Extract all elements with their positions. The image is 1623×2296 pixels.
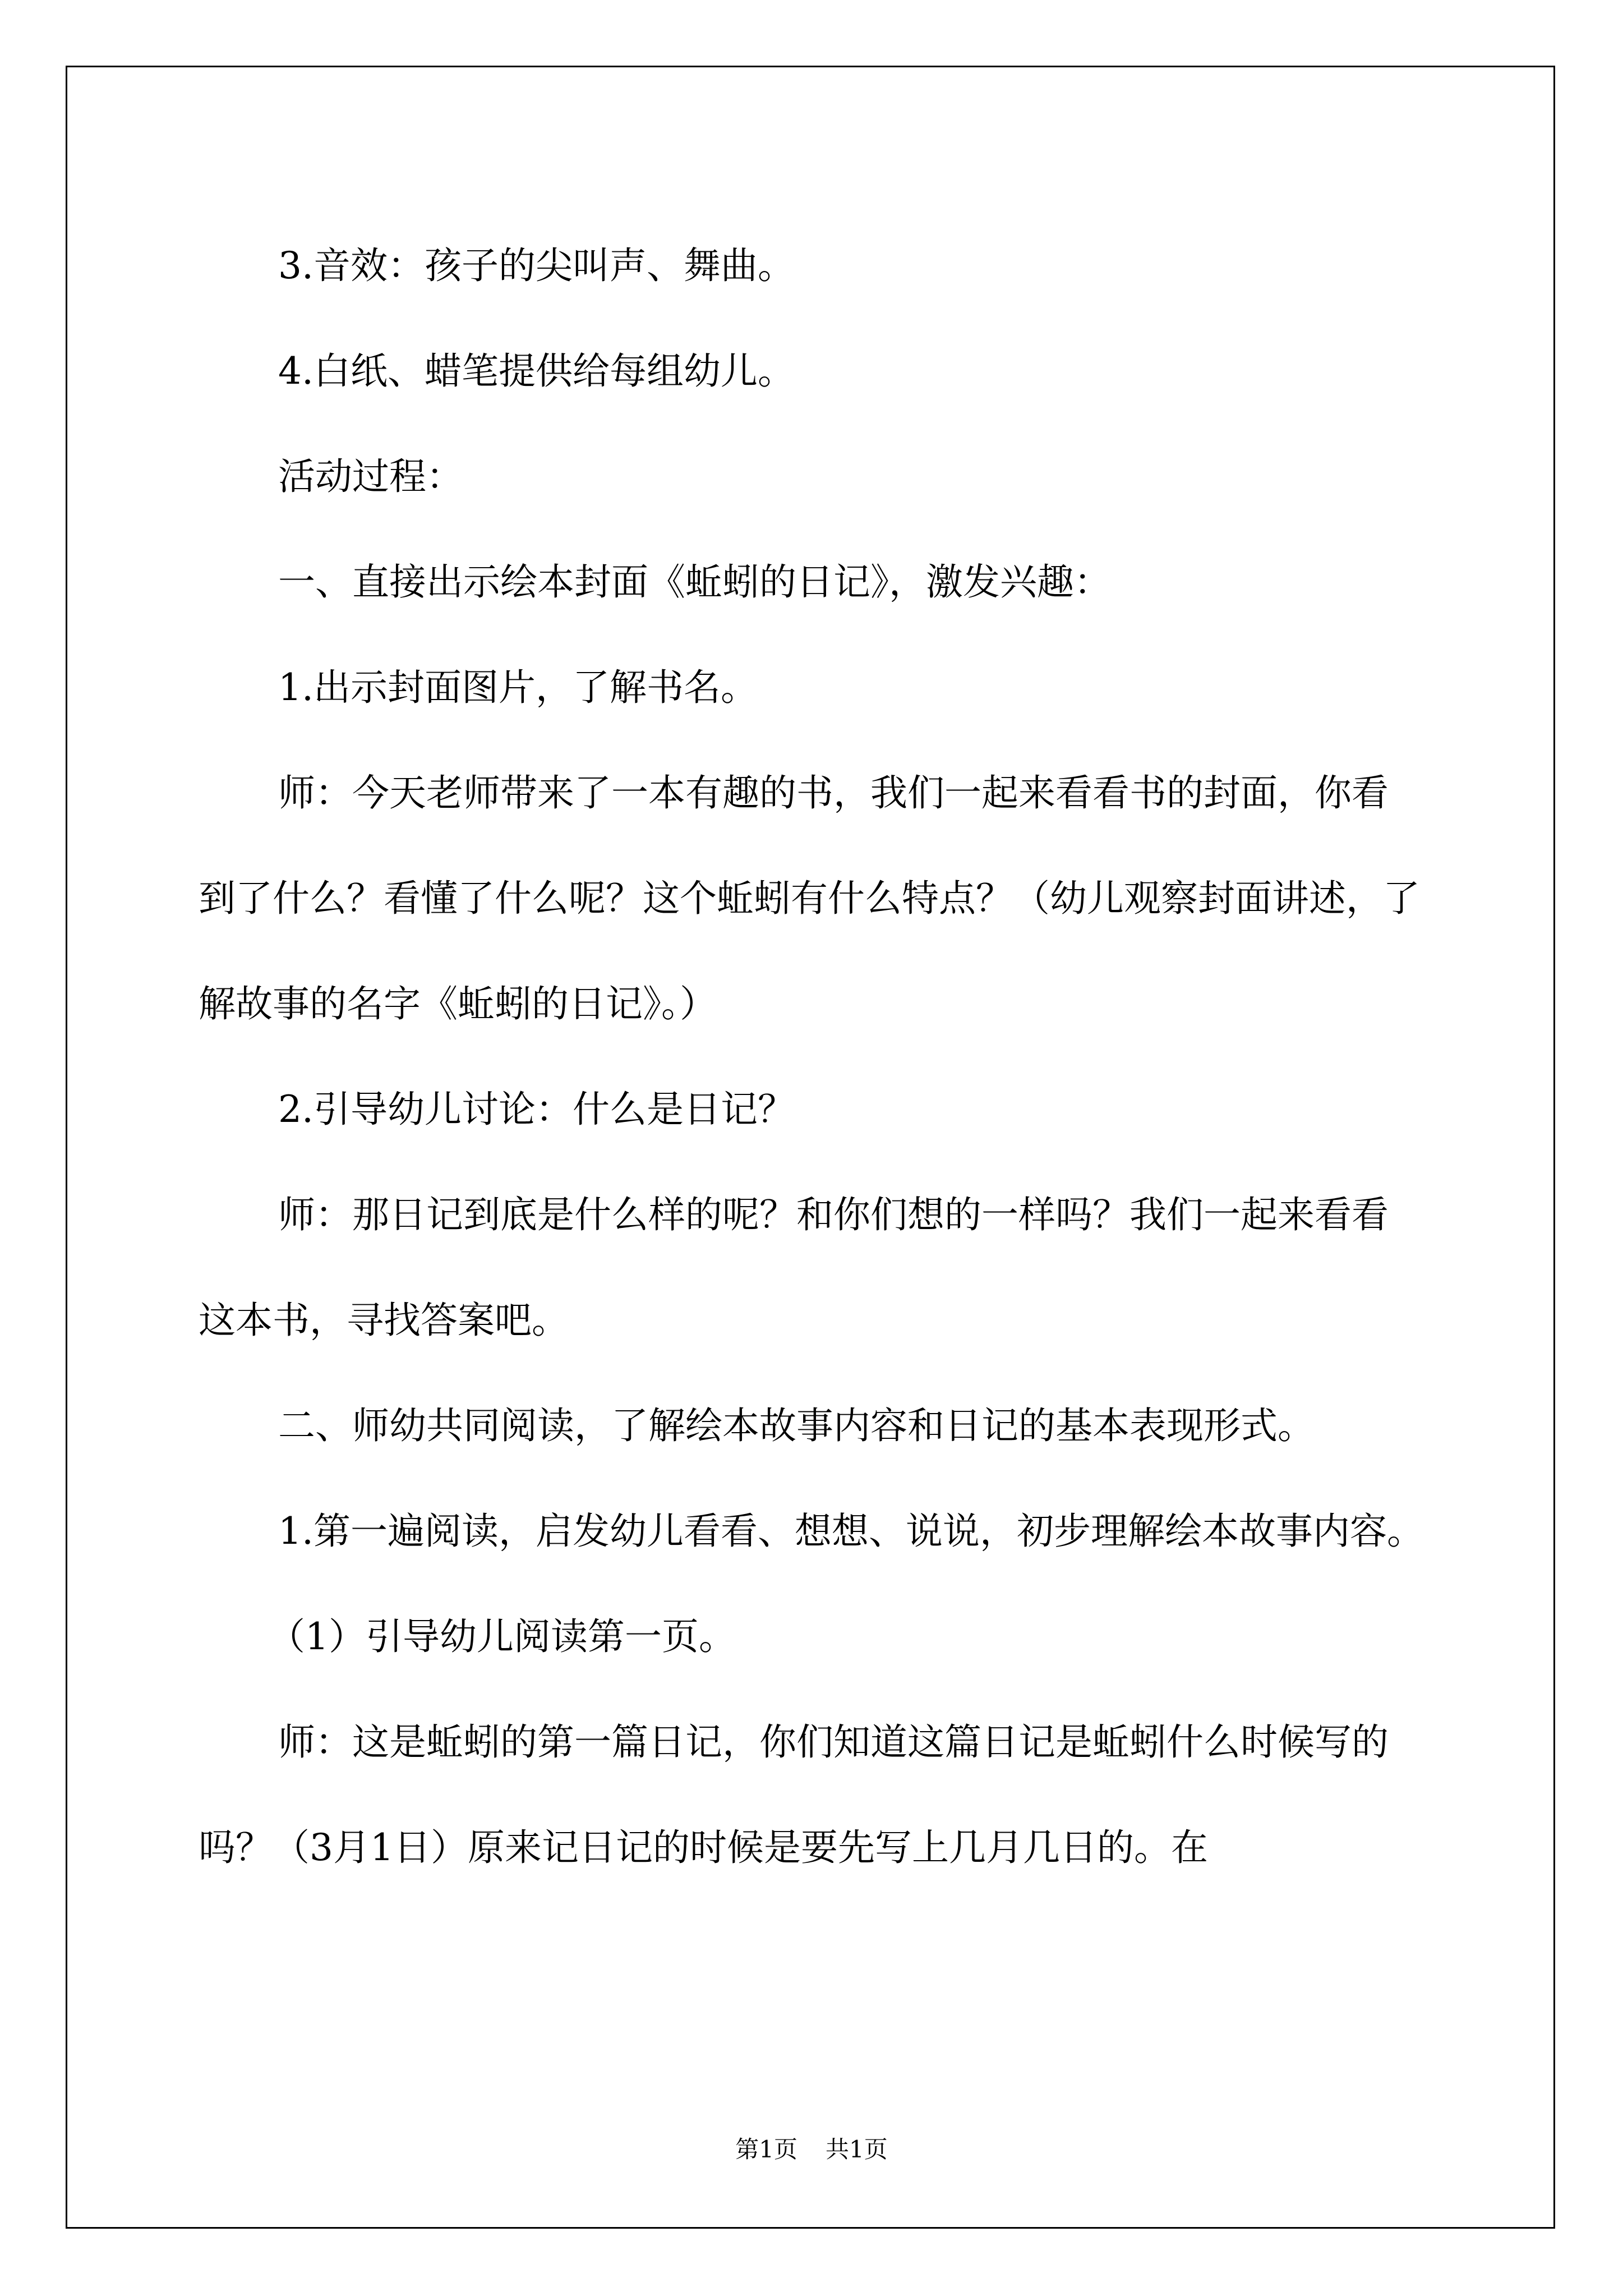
paragraph: 师：这是蚯蚓的第一篇日记，你们知道这篇日记是蚯蚓什么时候写的吗？（3月1日）原来记日记的时候是要先写上几月几日的。在	[199, 1720, 1389, 1869]
paragraph: 二、师幼共同阅读，了解绘本故事内容和日记的基本表现形式。	[278, 1404, 1315, 1447]
paragraph: 活动过程：	[278, 455, 463, 498]
document-body	[199, 213, 1424, 1901]
paragraph: 师：今天老师带来了一本有趣的书，我们一起来看看书的封面，你看到了什么？看懂了什么呢？这个蚯蚓有什么特点？（幼儿观察封面讲述，了解故事的名字《蚯蚓的日记》。）	[199, 771, 1420, 1025]
paragraph: 1.出示封面图片，了解书名。	[278, 666, 758, 709]
paragraph: 3.音效：孩子的尖叫声、舞曲。	[278, 244, 795, 287]
paragraph: 师：那日记到底是什么样的呢？和你们想的一样吗？我们一起来看看这本书，寻找答案吧。	[199, 1193, 1389, 1342]
paragraph: （1）引导幼儿阅读第一页。	[268, 1615, 736, 1658]
paragraph: 4.白纸、蜡笔提供给每组幼儿。	[278, 349, 795, 393]
paragraph: 2.引导幼儿讨论：什么是日记？	[278, 1088, 795, 1131]
page-number-current: 第1页	[735, 2136, 797, 2163]
page-number-total: 共1页	[826, 2136, 888, 2163]
page-footer	[0, 2133, 1623, 2166]
paragraph: 一、直接出示绘本封面《蚯蚓的日记》，激发兴趣：	[278, 560, 1111, 604]
paragraph: 1.第一遍阅读，启发幼儿看看、想想、说说，初步理解绘本故事内容。	[278, 1510, 1424, 1553]
